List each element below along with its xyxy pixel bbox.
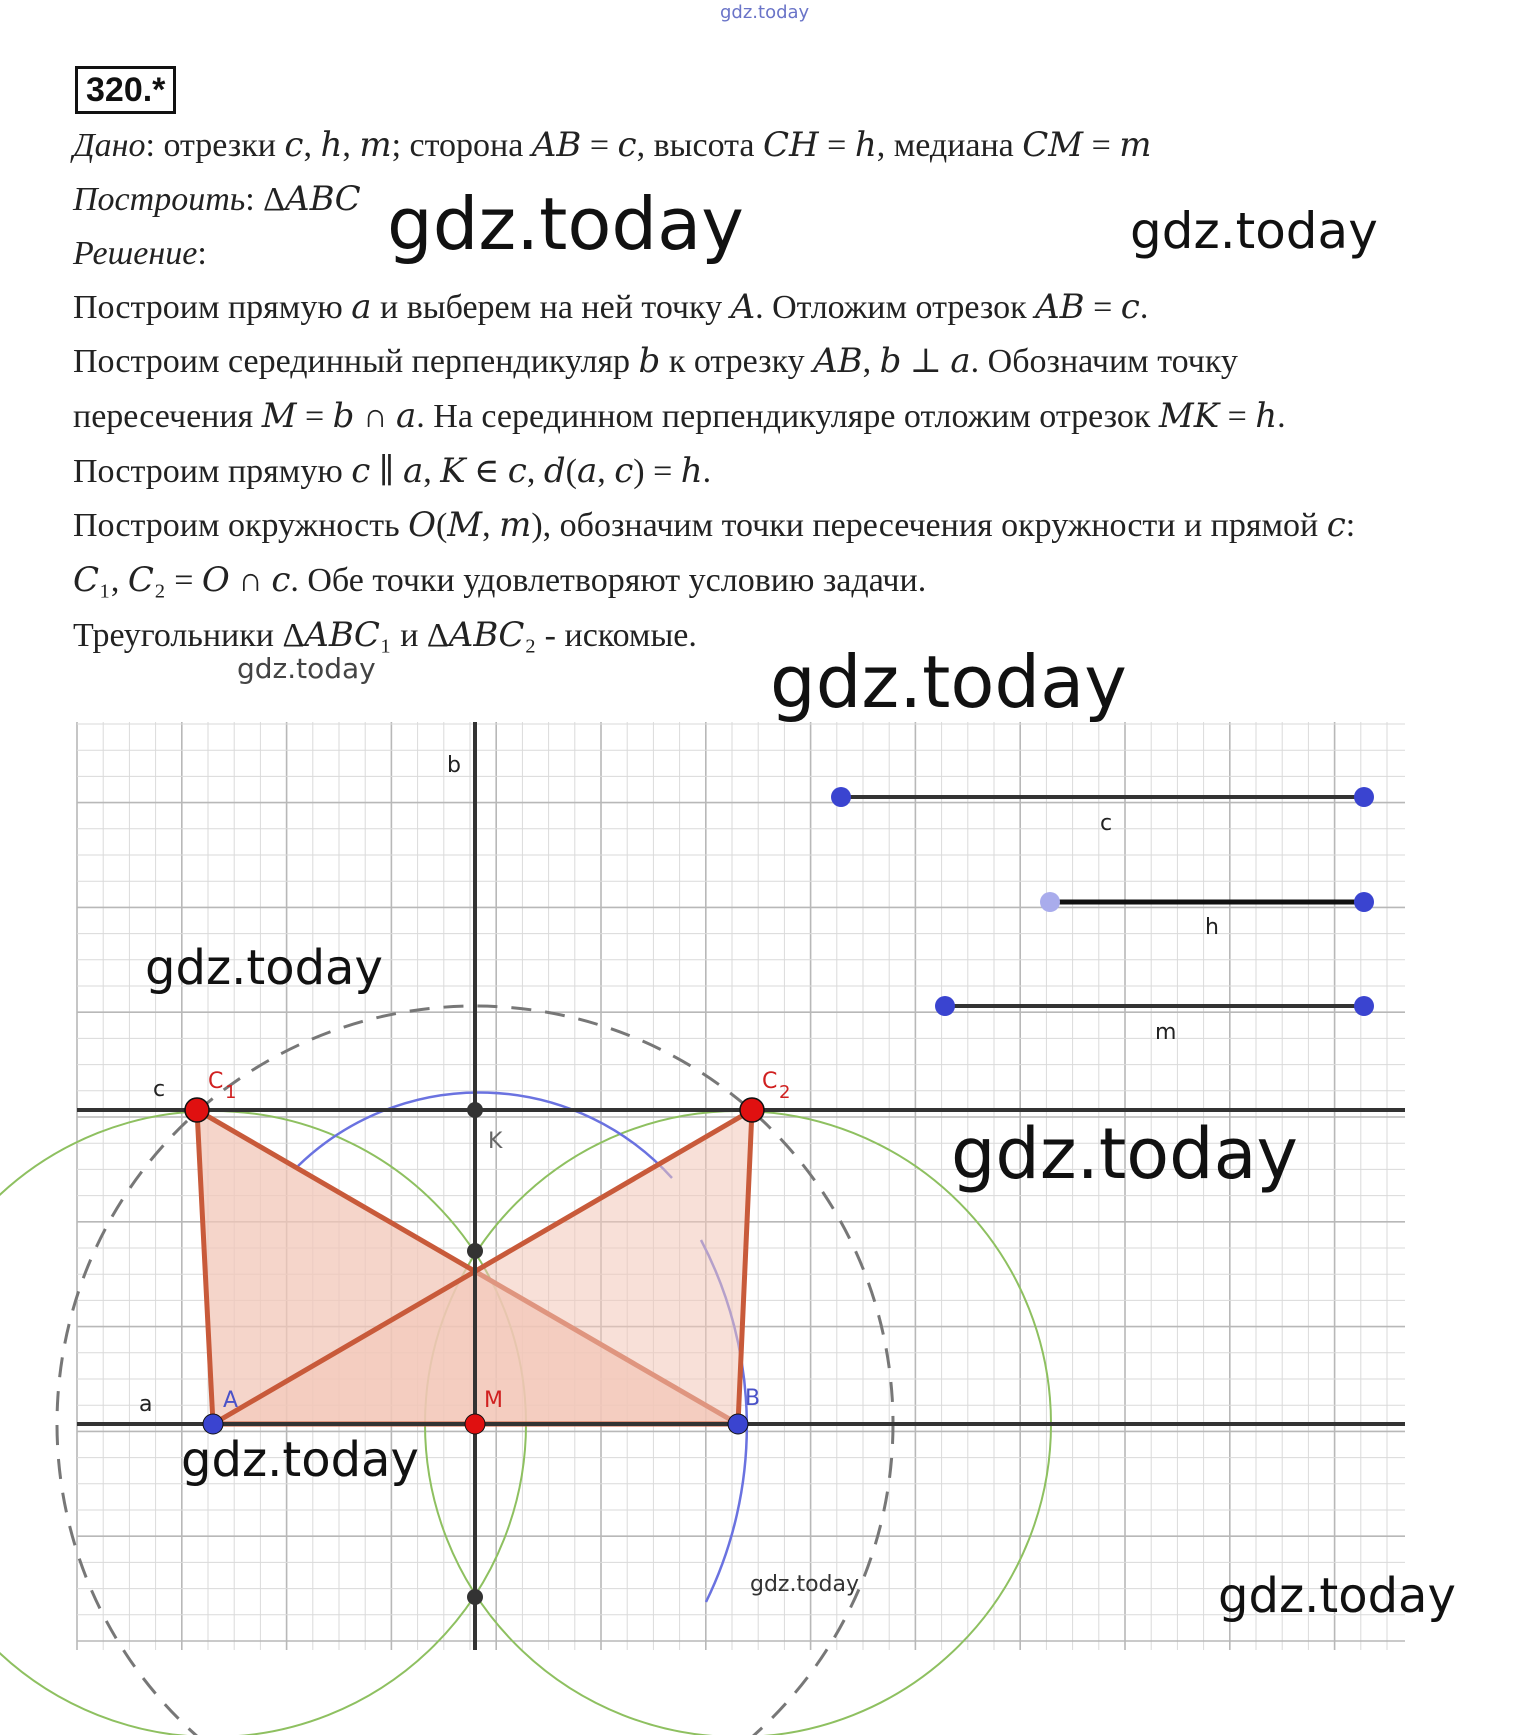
solution-step-5: Построим окружность 𝑂(𝑀, 𝑚), обозначим точки пересечения окружности и прямой 𝑐: (73, 507, 1356, 544)
point-arc-intersection-lower (467, 1589, 483, 1605)
problem-number: 320.* (75, 66, 176, 114)
label-line-b: b (447, 753, 461, 778)
point-A (203, 1414, 223, 1434)
point-B (728, 1414, 748, 1434)
segment-m-end-point (1354, 996, 1374, 1016)
label-point-C1: C (208, 1069, 224, 1094)
solution-step-4: Построим прямую 𝑐 ∥ 𝑎, 𝐾 ∈ 𝑐, 𝑑(𝑎, 𝑐) = ℎ. (73, 453, 712, 490)
point-C2 (740, 1098, 764, 1122)
label-segment-h: h (1205, 915, 1219, 940)
watermark: gdz.today (237, 652, 376, 685)
solution-step-7: Треугольники Δ𝐴𝐵𝐶₁ и Δ𝐴𝐵𝐶₂ - искомые. (73, 617, 697, 654)
solution-label: Решение (73, 235, 198, 272)
construct-label: Построить (73, 181, 246, 218)
given-text: : отрезки 𝑐, ℎ, 𝑚; сторона 𝐴𝐵 = 𝑐, высота 𝐶𝐻 = ℎ, медиана 𝐶𝑀 = 𝑚 (145, 127, 1152, 164)
segment-h-end-point (1354, 892, 1374, 912)
label-line-a: a (139, 1392, 153, 1417)
segment-c-end-point (1354, 787, 1374, 807)
segment-m-start-point (935, 996, 955, 1016)
watermark: gdz.today (387, 182, 744, 266)
label-segment-c: c (1100, 811, 1113, 836)
label-point-A: A (223, 1388, 239, 1413)
label-segment-m: m (1155, 1020, 1177, 1045)
label-point-K: K (488, 1129, 503, 1154)
solution-step-2: Построим серединный перпендикуляр 𝑏 к отрезку 𝐴𝐵, 𝑏 ⊥ 𝑎. Обозначим точку (73, 343, 1238, 380)
segment-h-start-point (1040, 892, 1060, 912)
segment-c-start-point (831, 787, 851, 807)
label-point-C2-subscript: 2 (779, 1082, 791, 1103)
watermark: gdz.today (750, 1572, 860, 1597)
label-point-B: B (745, 1386, 761, 1411)
solution-step-6: 𝐶₁, 𝐶₂ = 𝑂 ∩ 𝑐. Обе точки удовлетворяют условию задачи. (73, 562, 927, 599)
solution-step-1: Построим прямую 𝑎 и выберем на ней точку 𝐴. Отложим отрезок 𝐴𝐵 = 𝑐. (73, 289, 1149, 326)
solution-step-3: пересечения 𝑀 = 𝑏 ∩ 𝑎. На серединном перпендикуляре отложим отрезок 𝑀𝐾 = ℎ. (73, 398, 1286, 435)
watermark: gdz.today (181, 1432, 419, 1488)
label-point-C1-subscript: 1 (225, 1082, 237, 1103)
point-arc-intersection-upper (467, 1243, 483, 1259)
label-point-C2: C (762, 1069, 778, 1094)
label-line-c: c (153, 1077, 166, 1102)
watermark: gdz.today (1130, 202, 1378, 260)
point-K (467, 1102, 483, 1118)
watermark: gdz.today (1218, 1568, 1456, 1624)
header-watermark: gdz.today (720, 2, 810, 23)
label-point-M: M (484, 1388, 503, 1413)
point-M (465, 1414, 485, 1434)
point-C1 (185, 1098, 209, 1122)
watermark: gdz.today (770, 640, 1127, 724)
watermark: gdz.today (951, 1113, 1298, 1195)
given-label: Дано (73, 127, 146, 164)
watermark: gdz.today (145, 940, 383, 996)
construct-text: : Δ𝐴𝐵𝐶 (245, 181, 361, 218)
solution-text: : (197, 235, 207, 272)
